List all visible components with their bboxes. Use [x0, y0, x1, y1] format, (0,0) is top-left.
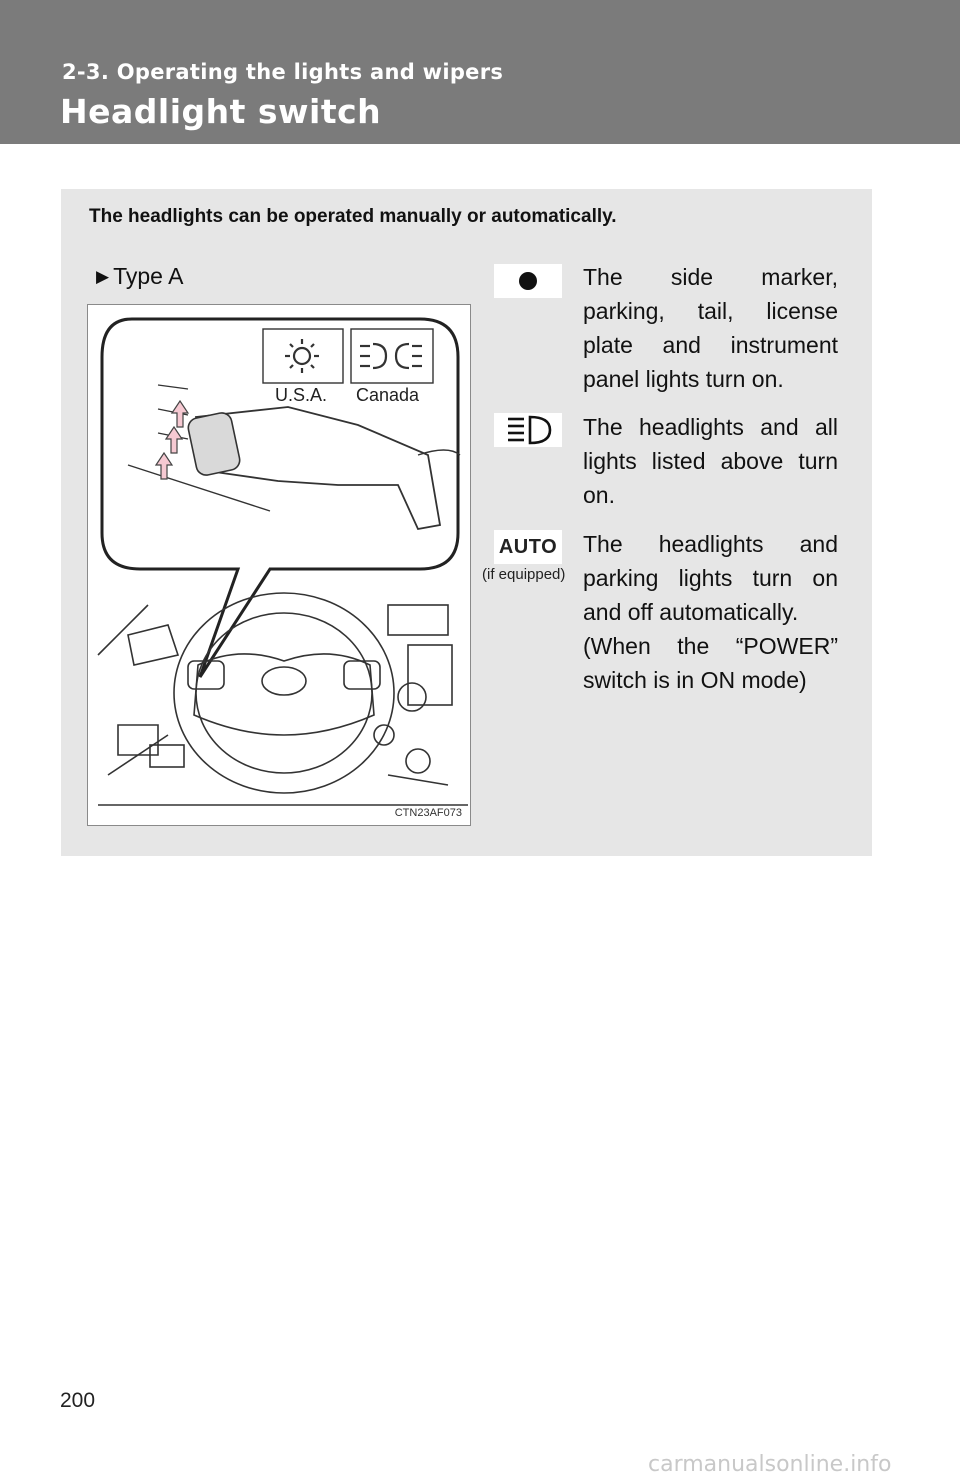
type-label	[96, 263, 183, 290]
headlight-icon	[494, 413, 562, 447]
label-usa: U.S.A.	[275, 385, 328, 405]
headlight-switch-illustration	[87, 304, 471, 826]
item-description: The side marker, parking, tail, license plate and instrument panel lights turn on.	[583, 264, 838, 392]
watermark: carmanualsonline.info	[648, 1452, 892, 1477]
item-description: The headlights and parking lights turn on and off automatically.	[583, 531, 838, 625]
item-description: The headlights and all lights listed above turn on.	[583, 414, 838, 508]
auto-icon	[494, 530, 562, 564]
section-label: 2-3. Operating the lights and wipers	[62, 60, 504, 84]
triangle-bullet-icon: ▶	[96, 267, 110, 286]
figure-code: CTN23AF073	[394, 807, 462, 819]
page-number: 200	[60, 1389, 96, 1412]
dot-icon	[494, 264, 562, 298]
intro-text: The headlights can be operated manually or automatically.	[89, 206, 617, 227]
label-canada: Canada	[356, 385, 420, 405]
page-header	[0, 0, 960, 144]
auto-icon-text: AUTO	[498, 535, 558, 558]
dashboard-drawing	[88, 305, 472, 827]
item-extra-note: (When the “POWER” switch is in ON mode)	[583, 633, 838, 693]
page-title: Headlight switch	[60, 92, 382, 131]
type-label-text: Type A	[113, 263, 184, 289]
if-equipped-note: (if equipped)	[482, 566, 566, 583]
